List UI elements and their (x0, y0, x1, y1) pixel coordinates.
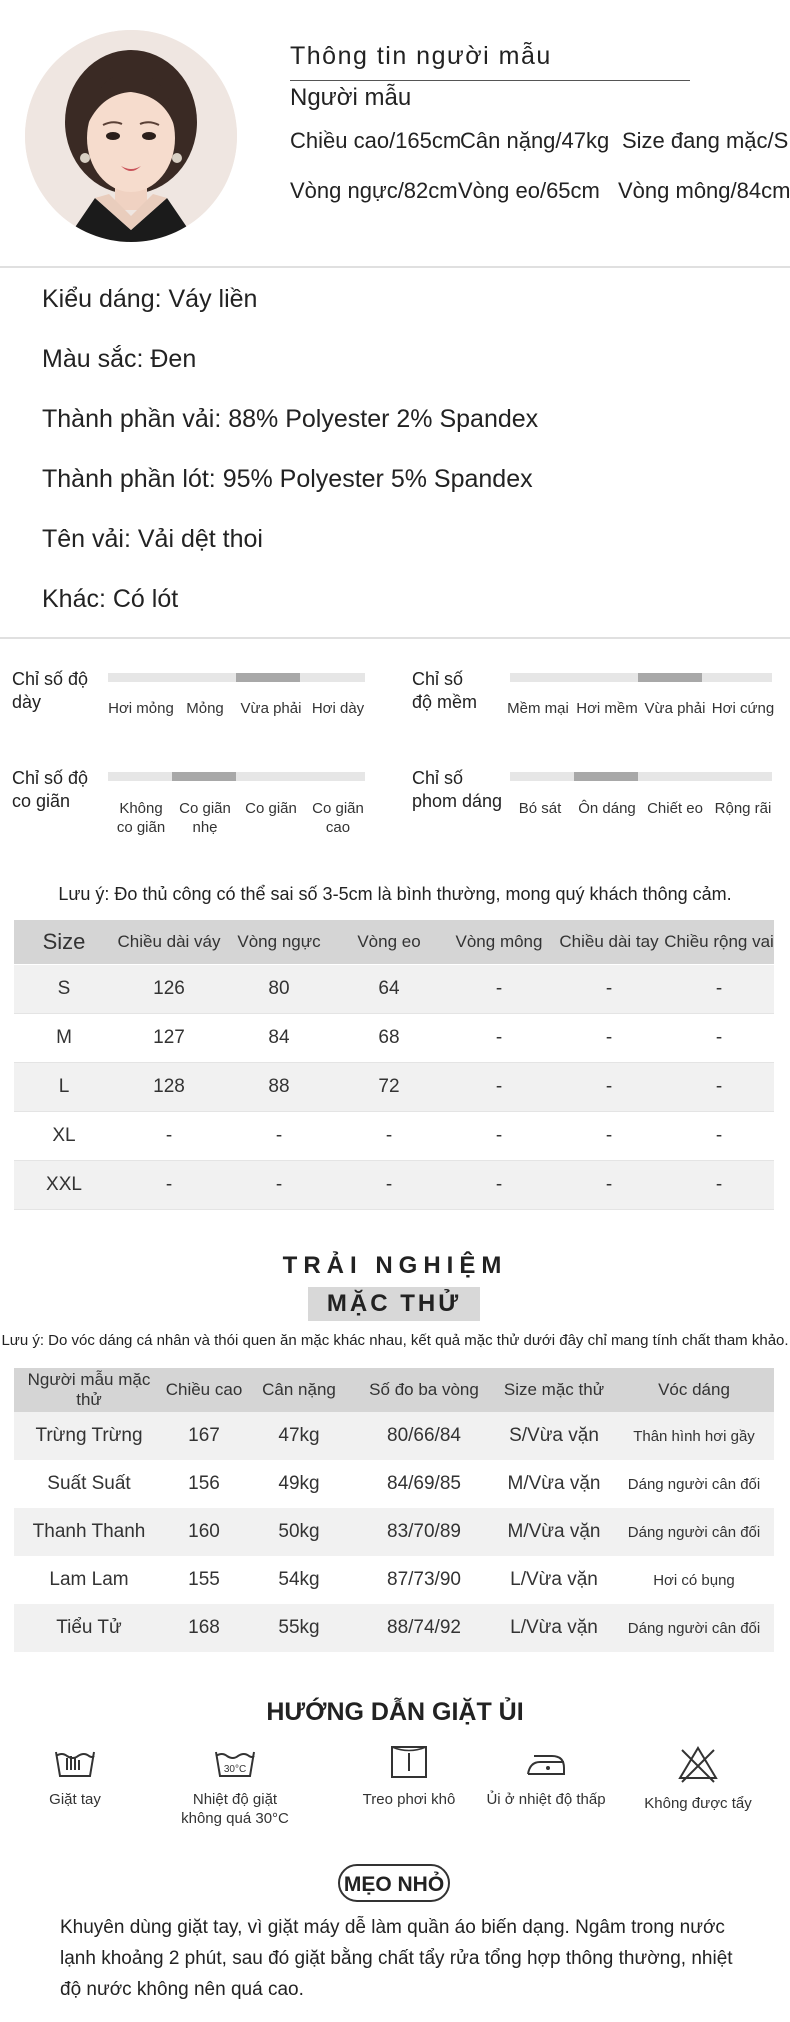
index-option: Vừa phải (644, 700, 706, 717)
table-cell: 168 (164, 1604, 244, 1652)
table-cell: Dáng người cân đối (614, 1508, 774, 1556)
index-option: Hơi mỏng (108, 700, 174, 717)
model-col-header: Người mẫu mặc thử (14, 1368, 164, 1412)
index-option: Hơi dày (311, 700, 365, 717)
table-cell: - (664, 1014, 774, 1063)
table-cell: S/Vừa vặn (494, 1412, 614, 1460)
index-option: Hơi cứng (711, 700, 775, 717)
table-cell: 88 (224, 1063, 334, 1112)
table-cell: 167 (164, 1412, 244, 1460)
index-option: Không co giãn (116, 800, 166, 836)
table-cell: 160 (164, 1508, 244, 1556)
index-option: Rộng rãi (714, 800, 772, 817)
model-waist: Vòng eo/65cm (458, 178, 600, 203)
table-cell: 84 (224, 1014, 334, 1063)
model-info-section (0, 0, 790, 268)
table-row (14, 1112, 774, 1161)
size-col-header: Size (14, 920, 114, 965)
index-option: Hơi mềm (576, 700, 638, 717)
table-cell: 87/73/90 (354, 1556, 494, 1604)
table-cell: 88/74/92 (354, 1604, 494, 1652)
table-cell: Trừng Trừng (14, 1412, 164, 1460)
table-cell: 47kg (244, 1412, 354, 1460)
index-thickness-selected (236, 673, 300, 682)
detail-color: Màu sắc: Đen (42, 345, 197, 373)
table-cell: 50kg (244, 1508, 354, 1556)
index-thickness-label: Chỉ số độ dày (12, 669, 89, 712)
table-cell: 72 (334, 1063, 444, 1112)
detail-style: Kiểu dáng: Váy liền (42, 285, 258, 313)
table-cell: 155 (164, 1556, 244, 1604)
detail-fabric: Thành phần vải: 88% Polyester 2% Spandex (42, 405, 539, 433)
wash-label: Treo phơi khô (362, 1791, 456, 1808)
index-elasticity-label: Chỉ số độ co giãn (12, 768, 89, 811)
iron-low-icon (524, 1744, 568, 1780)
table-cell: 55kg (244, 1604, 354, 1652)
try-on-note: Lưu ý: Do vóc dáng cá nhân và thói quen ăn mặc khác nhau, kết quả mặc thử dưới đây chỉ mang tính chất tham khảo. (1, 1332, 789, 1349)
table-cell: 64 (334, 965, 444, 1014)
wash-item-drip-dry (334, 1744, 484, 1809)
length-col-header: Chiều dài váy (114, 920, 224, 965)
model-weight: Cân nặng/47kg (460, 128, 610, 153)
model-size-worn: Size đang mặc/S (622, 128, 789, 153)
no-bleach-icon (676, 1744, 720, 1784)
try-on-table-header (14, 1368, 774, 1412)
model-height: Chiều cao/165cm (290, 128, 462, 153)
table-cell: 156 (164, 1460, 244, 1508)
index-softness-bar (510, 673, 772, 682)
table-cell: L/Vừa vặn (494, 1604, 614, 1652)
table-cell: L (14, 1063, 114, 1112)
table-cell: 83/70/89 (354, 1508, 494, 1556)
table-cell: Tiểu Tử (14, 1604, 164, 1652)
table-cell: - (664, 1161, 774, 1210)
table-cell: - (664, 1112, 774, 1161)
table-cell: Hơi có bụng (614, 1556, 774, 1604)
index-fit-selected (574, 772, 638, 781)
try-on-title: TRẢI NGHIỆM (282, 1252, 508, 1279)
title-underline (290, 80, 690, 81)
index-option: Bó sát (518, 800, 562, 817)
table-row (14, 1014, 774, 1063)
wash-item-iron-low (471, 1744, 621, 1809)
drip-dry-icon (389, 1744, 429, 1780)
wash-30-icon (213, 1744, 257, 1780)
model-portrait-image (25, 30, 237, 242)
table-cell: 127 (114, 1014, 224, 1063)
table-cell: - (664, 965, 774, 1014)
hand-wash-icon (53, 1744, 97, 1780)
section-divider (0, 637, 790, 639)
table-cell: - (114, 1161, 224, 1210)
hip-col-header: Vòng mông (444, 920, 554, 965)
index-softness-label: Chỉ số độ mềm (412, 669, 478, 712)
index-thickness-bar (108, 673, 365, 682)
table-cell: 128 (114, 1063, 224, 1112)
shoulder-col-header: Chiều rộng vai (664, 920, 774, 965)
table-cell: - (444, 1014, 554, 1063)
table-cell: L/Vừa vặn (494, 1556, 614, 1604)
size-table (14, 920, 774, 1210)
wash-item-no-bleach (623, 1744, 773, 1813)
index-option: Ôn dáng (578, 800, 636, 817)
index-fit-label: Chỉ số phom dáng (412, 768, 503, 811)
detail-other: Khác: Có lót (42, 585, 179, 613)
table-cell: Dáng người cân đối (614, 1460, 774, 1508)
washing-guide-title: HƯỚNG DẪN GIẶT ỦI (266, 1698, 524, 1726)
table-cell: 68 (334, 1014, 444, 1063)
table-row (14, 1604, 774, 1652)
table-cell: - (334, 1161, 444, 1210)
table-cell: - (664, 1063, 774, 1112)
table-cell: 126 (114, 965, 224, 1014)
tip-badge: MẸO NHỎ (338, 1864, 450, 1902)
table-cell: 80 (224, 965, 334, 1014)
table-cell: - (554, 965, 664, 1014)
table-cell: 54kg (244, 1556, 354, 1604)
table-cell: S (14, 965, 114, 1014)
table-cell: - (444, 1112, 554, 1161)
table-row (14, 1161, 774, 1210)
table-cell: - (224, 1112, 334, 1161)
table-cell: - (554, 1161, 664, 1210)
detail-lining: Thành phần lót: 95% Polyester 5% Spandex (42, 465, 533, 493)
table-cell: Dáng người cân đối (614, 1604, 774, 1652)
table-cell: Thân hình hơi gầy (614, 1412, 774, 1460)
table-row (14, 1412, 774, 1460)
size-tried-col-header: Size mặc thử (494, 1368, 614, 1412)
table-cell: - (554, 1063, 664, 1112)
try-on-badge: MẶC THỬ (308, 1287, 480, 1321)
table-cell: 49kg (244, 1460, 354, 1508)
table-cell: - (444, 1063, 554, 1112)
table-cell: - (224, 1161, 334, 1210)
tip-text: Khuyên dùng giặt tay, vì giặt máy dễ làm quần áo biến dạng. Ngâm trong nước lạnh khoảng 2 phút, sau đó giặt bằng chất tẩy rửa tổng hợp thông thường, nhiệt độ nước không nên quá cao. (60, 1917, 733, 2000)
wash-label: Ủi ở nhiệt độ thấp (486, 1791, 606, 1808)
table-cell: - (554, 1112, 664, 1161)
index-elasticity-bar (108, 772, 365, 781)
weight-col-header: Cân nặng (244, 1368, 354, 1412)
table-cell: - (444, 965, 554, 1014)
index-option: Chiết eo (647, 800, 703, 817)
wash-item-hand-wash (0, 1744, 150, 1809)
wash-temp-text: 30°C (223, 1764, 247, 1775)
table-row (14, 1508, 774, 1556)
table-cell: M/Vừa vặn (494, 1460, 614, 1508)
measurement-note: Lưu ý: Đo thủ công có thể sai số 3-5cm là bình thường, mong quý khách thông cảm. (58, 884, 732, 904)
wash-label: Không được tẩy (644, 1795, 752, 1812)
try-on-table (14, 1368, 774, 1652)
table-cell: M (14, 1014, 114, 1063)
measurements-col-header: Số đo ba vòng (354, 1368, 494, 1412)
index-option: Co giãn nhẹ (179, 800, 231, 836)
table-cell: - (554, 1014, 664, 1063)
table-row (14, 1063, 774, 1112)
waist-col-header: Vòng eo (334, 920, 444, 965)
table-row (14, 965, 774, 1014)
index-softness-selected (638, 673, 702, 682)
model-subtitle: Người mẫu (290, 84, 412, 111)
wash-label: Nhiệt độ giặt không quá 30°C (181, 1791, 289, 1827)
index-option: Mềm mại (507, 700, 569, 717)
table-cell: - (334, 1112, 444, 1161)
bust-col-header: Vòng ngực (224, 920, 334, 965)
height-col-header: Chiều cao (164, 1368, 244, 1412)
table-cell: M/Vừa vặn (494, 1508, 614, 1556)
model-hip: Vòng mông/84cm (618, 178, 790, 203)
table-cell: - (114, 1112, 224, 1161)
wash-label: Giặt tay (49, 1791, 101, 1808)
model-info-title: Thông tin người mẫu (290, 42, 552, 70)
table-row (14, 1460, 774, 1508)
index-option: Mỏng (186, 700, 224, 717)
body-type-col-header: Vóc dáng (614, 1368, 774, 1412)
table-cell: - (444, 1161, 554, 1210)
table-cell: Lam Lam (14, 1556, 164, 1604)
model-avatar (25, 30, 237, 242)
table-row (14, 1556, 774, 1604)
table-cell: XXL (14, 1161, 114, 1210)
index-option: Vừa phải (240, 700, 302, 717)
index-elasticity-selected (172, 772, 236, 781)
table-cell: XL (14, 1112, 114, 1161)
section-divider (0, 266, 790, 268)
table-cell: Suất Suất (14, 1460, 164, 1508)
table-cell: Thanh Thanh (14, 1508, 164, 1556)
index-option: Co giãn (245, 800, 297, 817)
index-fit-bar (510, 772, 772, 781)
index-option: Co giãn cao (312, 800, 364, 836)
detail-fabric-name: Tên vải: Vải dệt thoi (42, 525, 263, 553)
table-cell: 84/69/85 (354, 1460, 494, 1508)
wash-item-30c (160, 1744, 310, 1828)
sleeve-col-header: Chiều dài tay (554, 920, 664, 965)
model-bust: Vòng ngực/82cm (290, 178, 458, 203)
table-cell: 80/66/84 (354, 1412, 494, 1460)
size-table-header (14, 920, 774, 965)
